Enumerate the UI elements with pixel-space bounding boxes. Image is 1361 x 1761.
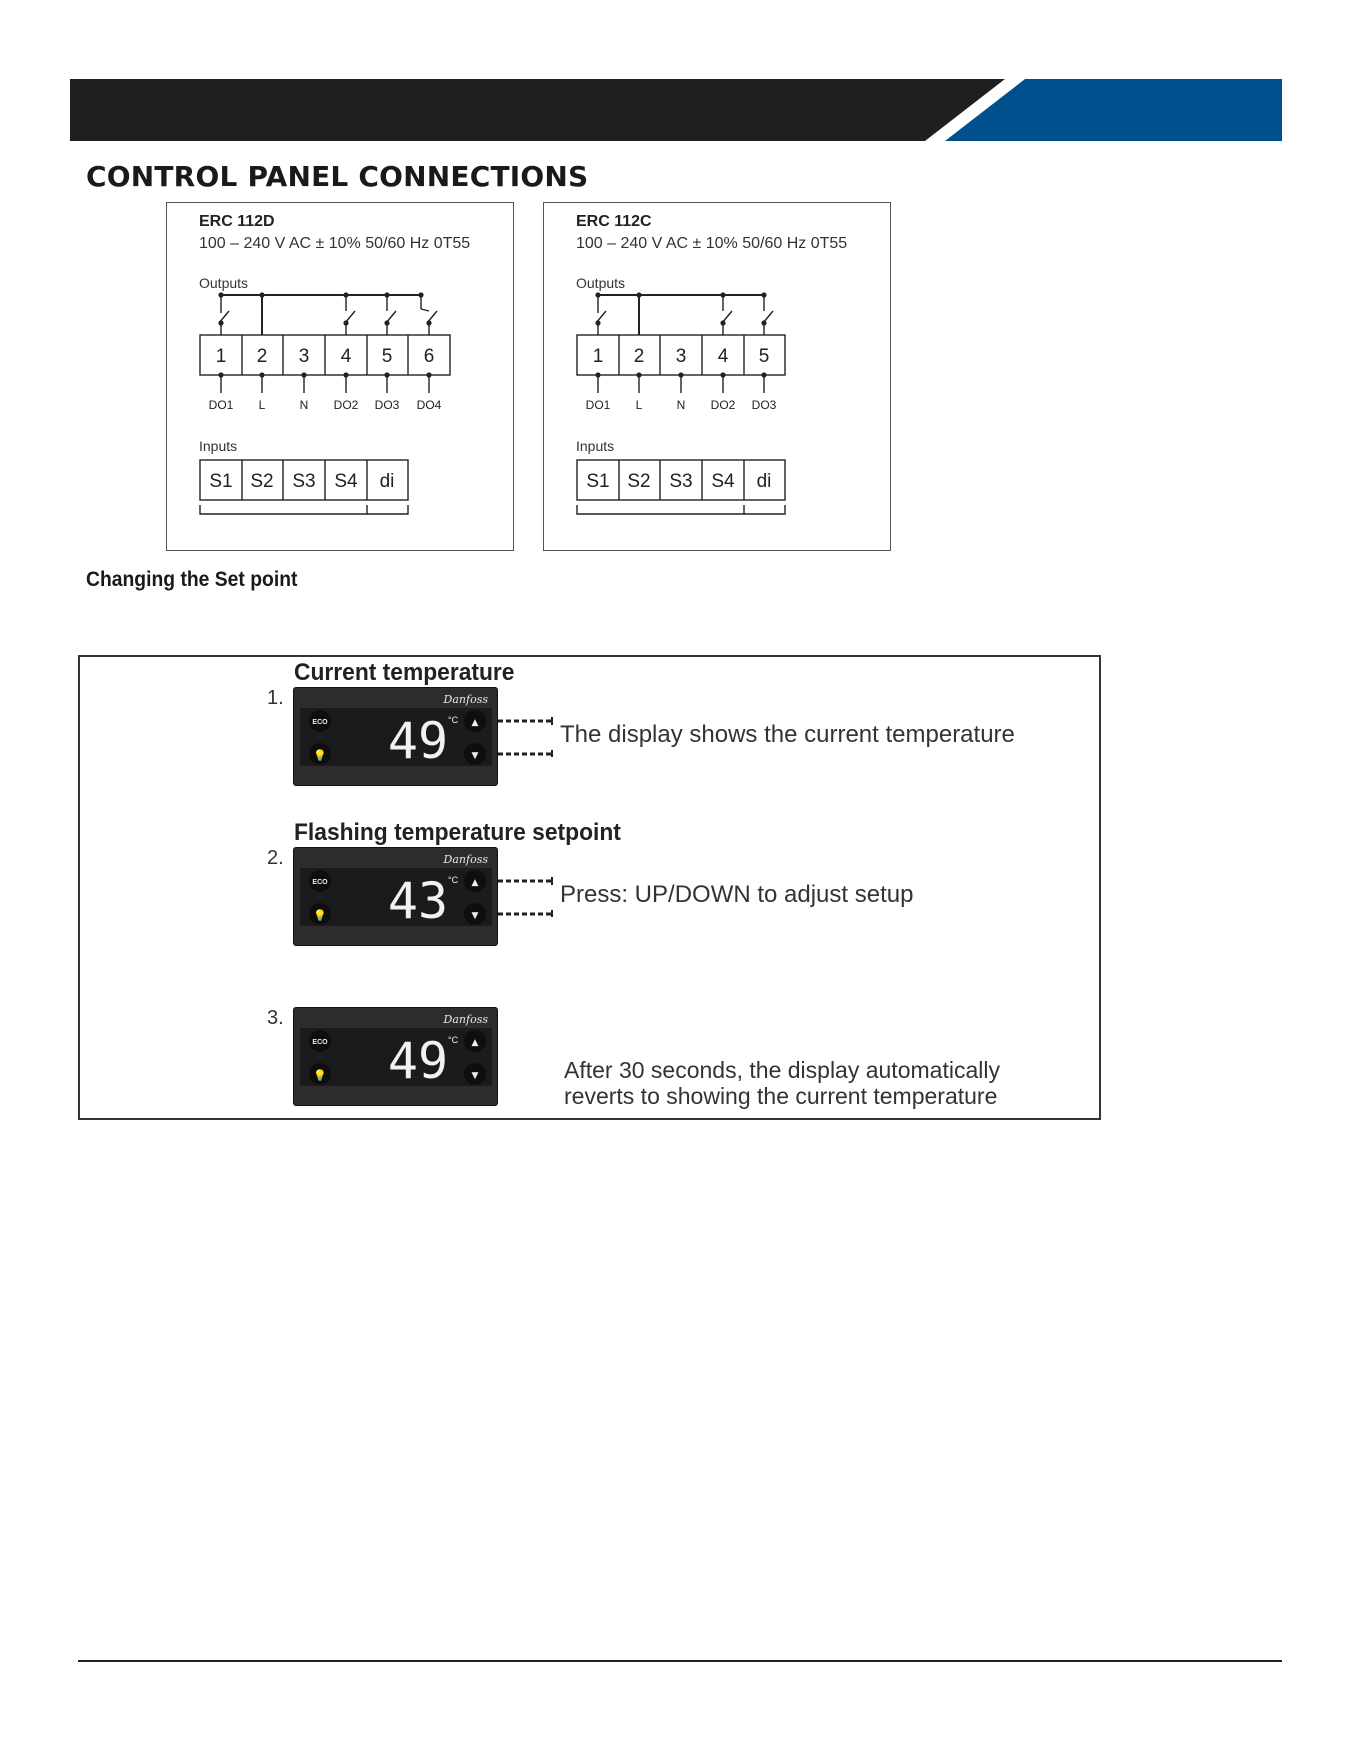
dotted-leader — [498, 717, 558, 757]
output-label: DO4 — [416, 398, 442, 412]
step-description-line1: After 30 seconds, the display automatically — [564, 1057, 1000, 1083]
input-terminal: S4 — [334, 471, 358, 492]
celsius-unit: °C — [448, 715, 459, 725]
output-terminal: 1 — [215, 346, 227, 367]
step-number: 2. — [267, 847, 284, 869]
setpoint-steps-panel — [78, 655, 1101, 1120]
step-description: Press: UP/DOWN to adjust setup — [560, 881, 914, 908]
up-arrow-icon: ▲ — [471, 878, 479, 888]
input-terminal: S4 — [711, 471, 735, 492]
inputs-label: Inputs — [199, 438, 238, 454]
temperature-readout: 49 — [387, 712, 449, 770]
output-terminal: 4 — [717, 346, 729, 367]
input-terminal: di — [756, 471, 772, 492]
output-label: DO2 — [333, 398, 359, 412]
light-icon: 💡 — [313, 749, 327, 762]
danfoss-logo: Danfoss — [443, 693, 488, 706]
eco-label: ECO — [312, 879, 328, 886]
output-terminal: 1 — [592, 346, 604, 367]
down-arrow-icon: ▼ — [471, 1071, 479, 1081]
up-arrow-icon: ▲ — [471, 718, 479, 728]
output-label: DO2 — [710, 398, 736, 412]
danfoss-logo: Danfoss — [443, 853, 488, 866]
output-label: DO1 — [208, 398, 234, 412]
output-terminal: 5 — [381, 346, 393, 367]
input-terminal: di — [379, 471, 395, 492]
model-name: ERC 112D — [199, 213, 275, 230]
output-label: DO3 — [751, 398, 777, 412]
down-arrow-icon: ▼ — [471, 751, 479, 761]
output-label: DO3 — [374, 398, 400, 412]
header-black-bar — [70, 79, 1005, 141]
output-label: L — [635, 398, 643, 412]
output-terminal: 2 — [256, 346, 268, 367]
output-terminal: 2 — [633, 346, 645, 367]
input-terminal: S3 — [669, 471, 693, 492]
output-terminal: 5 — [758, 346, 770, 367]
danfoss-logo: Danfoss — [443, 1013, 488, 1026]
section-title: CONTROL PANEL CONNECTIONS — [86, 160, 589, 193]
wiring-schematic — [544, 203, 890, 550]
wiring-schematic — [167, 203, 513, 550]
inputs-label: Inputs — [576, 438, 615, 454]
output-label: N — [299, 398, 309, 412]
controller-display — [293, 1007, 498, 1106]
setpoint-heading: Changing the Set point — [86, 568, 298, 591]
header-band — [70, 79, 1282, 141]
output-label: N — [676, 398, 686, 412]
up-arrow-icon: ▲ — [471, 1038, 479, 1048]
output-label: DO1 — [585, 398, 611, 412]
wiring-diagram-erc112d — [166, 202, 514, 551]
step-number: 1. — [267, 687, 284, 709]
temperature-readout: 43 — [387, 872, 449, 930]
footer-rule — [78, 1660, 1282, 1662]
eco-label: ECO — [312, 719, 328, 726]
outputs-label: Outputs — [576, 275, 626, 291]
step-title: Flashing temperature setpoint — [294, 819, 621, 846]
wiring-diagram-erc112c — [543, 202, 891, 551]
input-terminal: S1 — [209, 471, 233, 492]
button-overlay — [294, 848, 499, 947]
output-terminal: 4 — [340, 346, 352, 367]
header-blue-bar — [945, 79, 1282, 141]
output-terminal: 3 — [675, 346, 687, 367]
step-title: Current temperature — [294, 659, 515, 686]
step-number: 3. — [267, 1007, 284, 1029]
model-name: ERC 112C — [576, 213, 652, 230]
controller-display — [293, 687, 498, 786]
dotted-leader — [498, 877, 558, 917]
input-terminal: S1 — [586, 471, 610, 492]
step-description-line2: reverts to showing the current temperature — [564, 1083, 998, 1109]
input-terminal: S3 — [292, 471, 316, 492]
output-label: L — [258, 398, 266, 412]
controller-display — [293, 847, 498, 946]
button-overlay — [294, 1008, 499, 1107]
down-arrow-icon: ▼ — [471, 911, 479, 921]
temperature-readout: 49 — [387, 1032, 449, 1090]
light-icon: 💡 — [313, 1069, 327, 1082]
power-spec: 100 – 240 V AC ± 10% 50/60 Hz 0T55 — [199, 235, 471, 252]
celsius-unit: °C — [448, 875, 459, 885]
output-terminal: 3 — [298, 346, 310, 367]
light-icon: 💡 — [313, 909, 327, 922]
output-terminal: 6 — [423, 346, 435, 367]
input-terminal: S2 — [250, 471, 274, 492]
button-overlay — [294, 688, 499, 787]
outputs-label: Outputs — [199, 275, 249, 291]
power-spec: 100 – 240 V AC ± 10% 50/60 Hz 0T55 — [576, 235, 848, 252]
input-terminal: S2 — [627, 471, 651, 492]
celsius-unit: °C — [448, 1035, 459, 1045]
eco-label: ECO — [312, 1039, 328, 1046]
step-description: The display shows the current temperature — [560, 721, 1015, 748]
